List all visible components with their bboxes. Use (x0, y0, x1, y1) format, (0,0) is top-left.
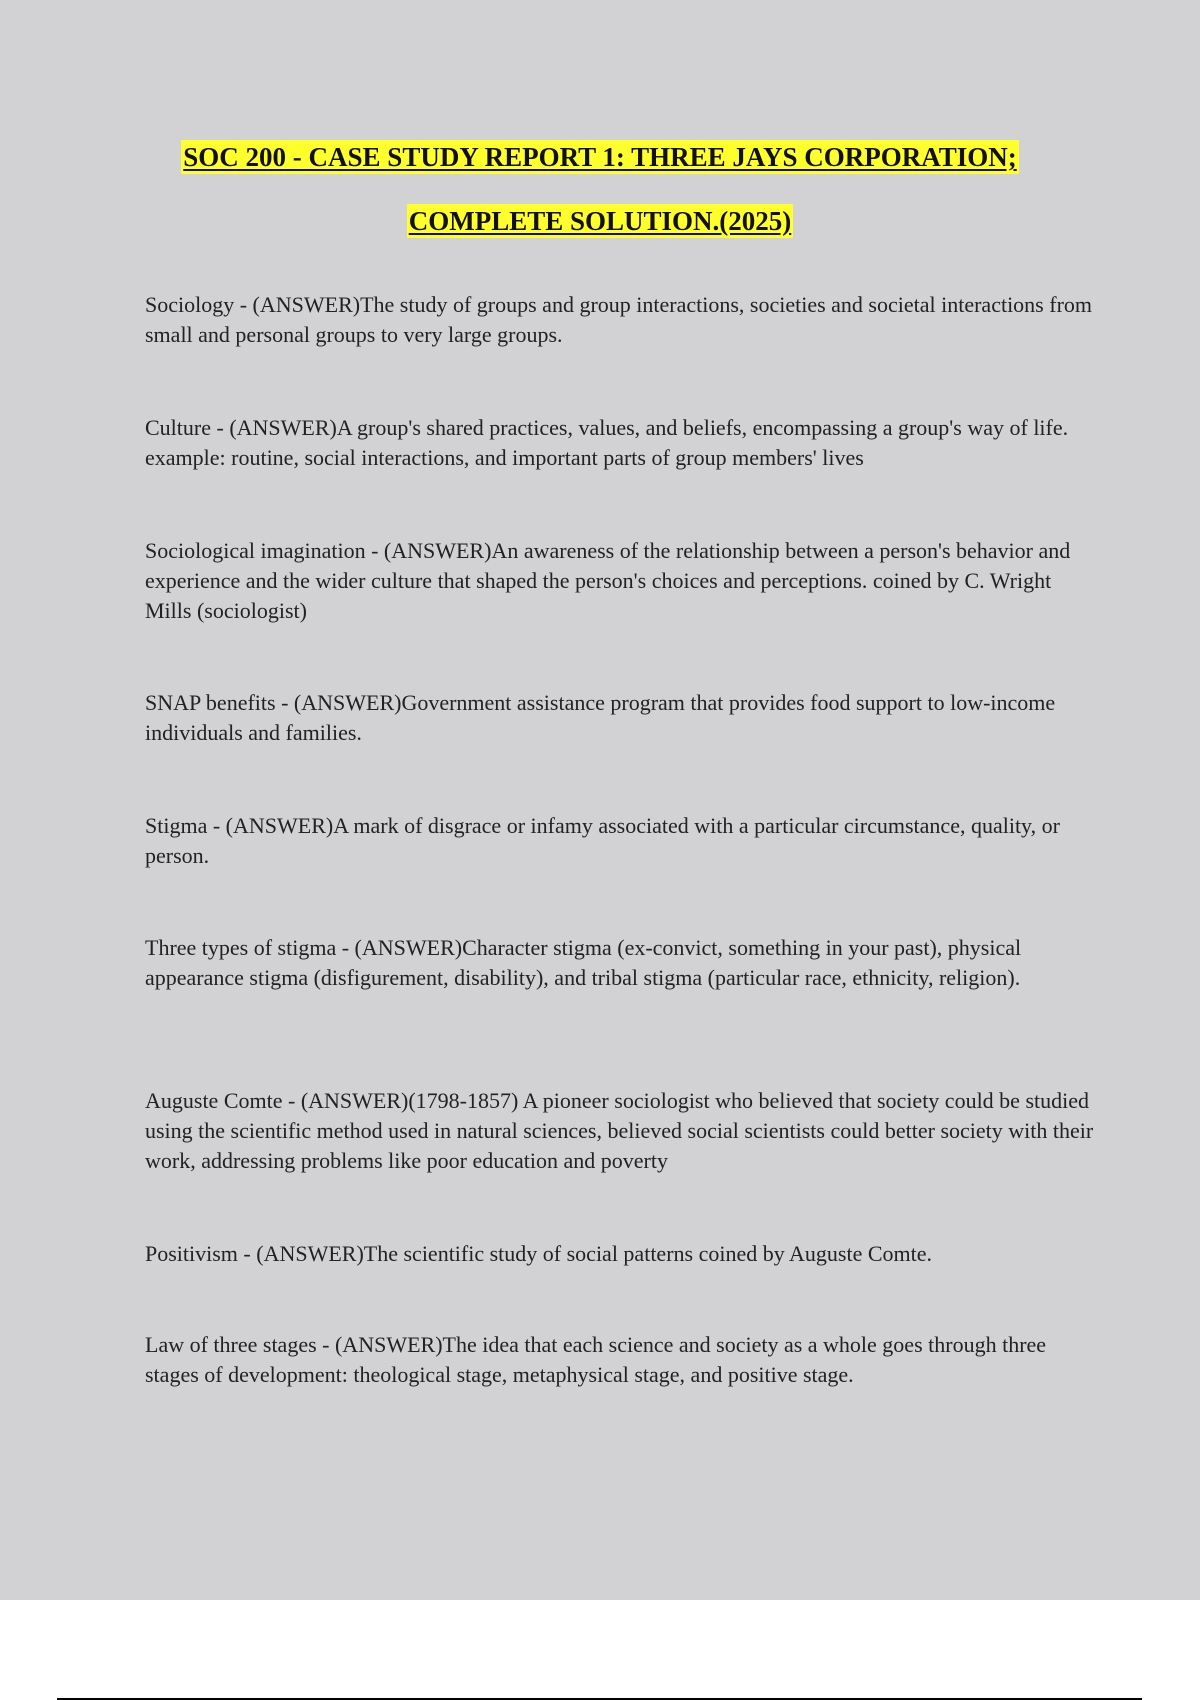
qa-entry-stigma: Stigma - (ANSWER)A mark of disgrace or infamy associated with a particular circumstance, quality, or person. (145, 813, 1060, 868)
page-bottom-margin (0, 1600, 1200, 1700)
qa-entry-auguste-comte: Auguste Comte - (ANSWER)(1798-1857) A pioneer sociologist who believed that society could be studied using the scientific method used in natural sciences, believed social scientists could better society with their work, addressing problems like poor education and poverty (145, 1088, 1094, 1173)
qa-entry-culture: Culture - (ANSWER)A group's shared practices, values, and beliefs, encompassing a group's way of life. example: routine, social interactions, and important parts of group members' lives (145, 415, 1069, 470)
document-title (0, 140, 1200, 268)
qa-entry-sociological-imagination: Sociological imagination - (ANSWER)An awareness of the relationship between a person's behavior and experience and the wider culture that shaped the person's choices and perceptions. coined by C. Wright Mills (sociologist) (145, 538, 1071, 623)
title-line-2: COMPLETE SOLUTION.(2025) (408, 206, 792, 236)
qa-entry-law-of-three-stages: Law of three stages - (ANSWER)The idea that each science and society as a whole goes through three stages of development: theological stage, metaphysical stage, and positive stage. (145, 1332, 1047, 1387)
qa-entry-sociology: Sociology - (ANSWER)The study of groups and group interactions, societies and societal interactions from small and personal groups to very large groups. (145, 292, 1093, 347)
qa-entry-positivism: Positivism - (ANSWER)The scientific study of social patterns coined by Auguste Comte. (145, 1241, 932, 1266)
qa-entry-three-types-of-stigma: Three types of stigma - (ANSWER)Character stigma (ex-convict, something in your past), physical appearance stigma (disfigurement, disability), and tribal stigma (particular race, ethnicity, religion). (145, 935, 1022, 990)
title-line-1: SOC 200 - CASE STUDY REPORT 1: THREE JAYS CORPORATION; (183, 142, 1017, 172)
qa-entry-snap-benefits: SNAP benefits - (ANSWER)Government assistance program that provides food support to low-income individuals and families. (145, 690, 1056, 745)
